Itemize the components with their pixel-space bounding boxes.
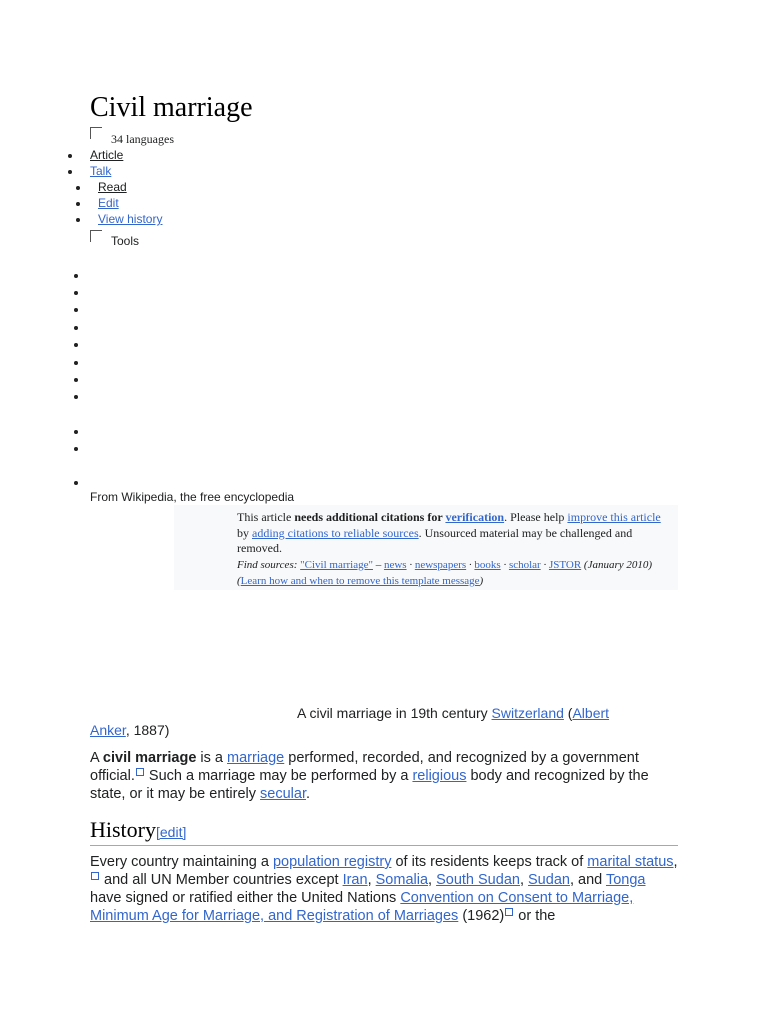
bullet-icon	[74, 430, 78, 434]
separator: ·	[406, 558, 415, 571]
marriage-link[interactable]: marriage	[227, 750, 285, 766]
intro-paragraph	[90, 749, 680, 803]
tab-edit[interactable]: Edit	[98, 196, 119, 210]
verification-link[interactable]: verification	[445, 510, 505, 524]
news-link[interactable]: news	[383, 558, 407, 571]
bullet-icon	[74, 326, 78, 330]
history-paragraph	[90, 853, 680, 925]
text: have signed or ratified either the United Nations	[90, 890, 401, 906]
iran-link[interactable]: Iran	[342, 872, 368, 888]
convention-link[interactable]: Convention on Consent to Marriage, Minimum Age for Marriage, and Registration of Marriages	[90, 890, 634, 924]
citation-notice	[174, 505, 678, 590]
notice-text: . Unsourced material may be challenged and removed.	[237, 525, 633, 555]
bullet-icon	[74, 343, 78, 347]
bullet-icon	[74, 274, 78, 278]
paren: (	[237, 575, 241, 587]
scholar-link[interactable]: scholar	[508, 558, 541, 571]
languages-checkbox[interactable]	[90, 127, 102, 139]
notice-text: . Please help	[504, 510, 568, 524]
marital-status-link[interactable]: marital status	[587, 854, 674, 870]
text: ,	[519, 872, 529, 888]
text: A	[90, 750, 103, 766]
caption-text: , 1887)	[125, 722, 170, 738]
history-edit-link[interactable]: [edit]	[156, 824, 187, 840]
citation-icon[interactable]	[505, 908, 513, 916]
somalia-link[interactable]: Somalia	[375, 872, 429, 888]
caption-text: (	[563, 705, 573, 721]
improve-article-link[interactable]: improve this article	[567, 510, 661, 524]
secular-link[interactable]: secular	[260, 786, 306, 802]
article-subject: civil marriage	[102, 750, 197, 766]
text: performed, recorded, and recognized by a government official.	[90, 750, 639, 784]
tab-read[interactable]: Read	[98, 180, 127, 194]
citation-icon[interactable]	[136, 768, 144, 776]
notice-date: (January 2010)	[581, 558, 653, 571]
notice-bold: needs additional citations for	[294, 510, 446, 524]
citation-notice-text	[237, 510, 671, 590]
separator: ·	[500, 558, 509, 571]
separator: –	[372, 558, 384, 571]
albert-anker-link[interactable]: Albert Anker	[90, 705, 610, 738]
find-sources-label: Find sources:	[237, 558, 301, 571]
text: (1962)	[458, 908, 505, 924]
site-tagline: From Wikipedia, the free encyclopedia	[90, 490, 295, 504]
text: ,	[367, 872, 376, 888]
jstor-link[interactable]: JSTOR	[548, 558, 582, 571]
tools-checkbox[interactable]	[90, 230, 102, 242]
history-title: History	[90, 817, 156, 842]
tab-talk[interactable]: Talk	[90, 164, 112, 178]
caption-text: A civil marriage in 19th century	[297, 705, 492, 721]
separator: ·	[466, 558, 475, 571]
text: Every country maintaining a	[90, 854, 273, 870]
text: .	[306, 786, 311, 802]
tab-view-history[interactable]: View history	[98, 212, 163, 226]
tab-article[interactable]: Article	[90, 148, 124, 162]
bullet-icon	[68, 170, 72, 174]
newspapers-link[interactable]: newspapers	[414, 558, 467, 571]
paren: )	[479, 575, 484, 587]
notice-text: by	[237, 525, 252, 540]
population-registry-link[interactable]: population registry	[272, 854, 392, 870]
search-query-link[interactable]: "Civil marriage"	[300, 558, 373, 571]
south-sudan-link[interactable]: South Sudan	[436, 872, 520, 888]
notice-text: This article	[237, 510, 295, 524]
text: and all UN Member countries except	[100, 872, 343, 888]
bullet-icon	[74, 361, 78, 365]
bullet-icon	[76, 202, 80, 206]
learn-remove-link[interactable]: Learn how and when to remove this template message	[240, 575, 480, 587]
text: is a	[196, 750, 228, 766]
bullet-icon	[74, 308, 78, 312]
languages-label[interactable]: 34 languages	[111, 132, 174, 146]
tools-label[interactable]: Tools	[111, 234, 140, 248]
bullet-icon	[76, 218, 80, 222]
bullet-icon	[76, 186, 80, 190]
bullet-icon	[74, 291, 78, 295]
text: ,	[428, 872, 437, 888]
separator: ·	[540, 558, 549, 571]
adding-citations-link[interactable]: adding citations to reliable sources	[252, 525, 419, 540]
books-link[interactable]: books	[474, 558, 501, 571]
bullet-icon	[68, 154, 72, 158]
text: of its residents keeps track of	[391, 854, 588, 870]
bullet-icon	[74, 378, 78, 382]
page-title: Civil marriage	[90, 92, 253, 123]
text: or the	[514, 908, 556, 924]
text: Such a marriage may be performed by a	[144, 768, 413, 784]
citation-icon[interactable]	[91, 872, 99, 880]
religious-link[interactable]: religious	[412, 768, 467, 784]
history-heading	[90, 817, 678, 846]
tonga-link[interactable]: Tonga	[605, 872, 646, 888]
bullet-icon	[74, 447, 78, 451]
text: body and recognized by the state, or it may be entirely	[90, 768, 649, 802]
bullet-icon	[74, 481, 78, 485]
sudan-link[interactable]: Sudan	[528, 872, 570, 888]
bullet-icon	[74, 395, 78, 399]
switzerland-link[interactable]: Switzerland	[491, 705, 564, 721]
text: , and	[569, 872, 606, 888]
image-caption	[90, 705, 650, 739]
text: ,	[673, 854, 678, 870]
